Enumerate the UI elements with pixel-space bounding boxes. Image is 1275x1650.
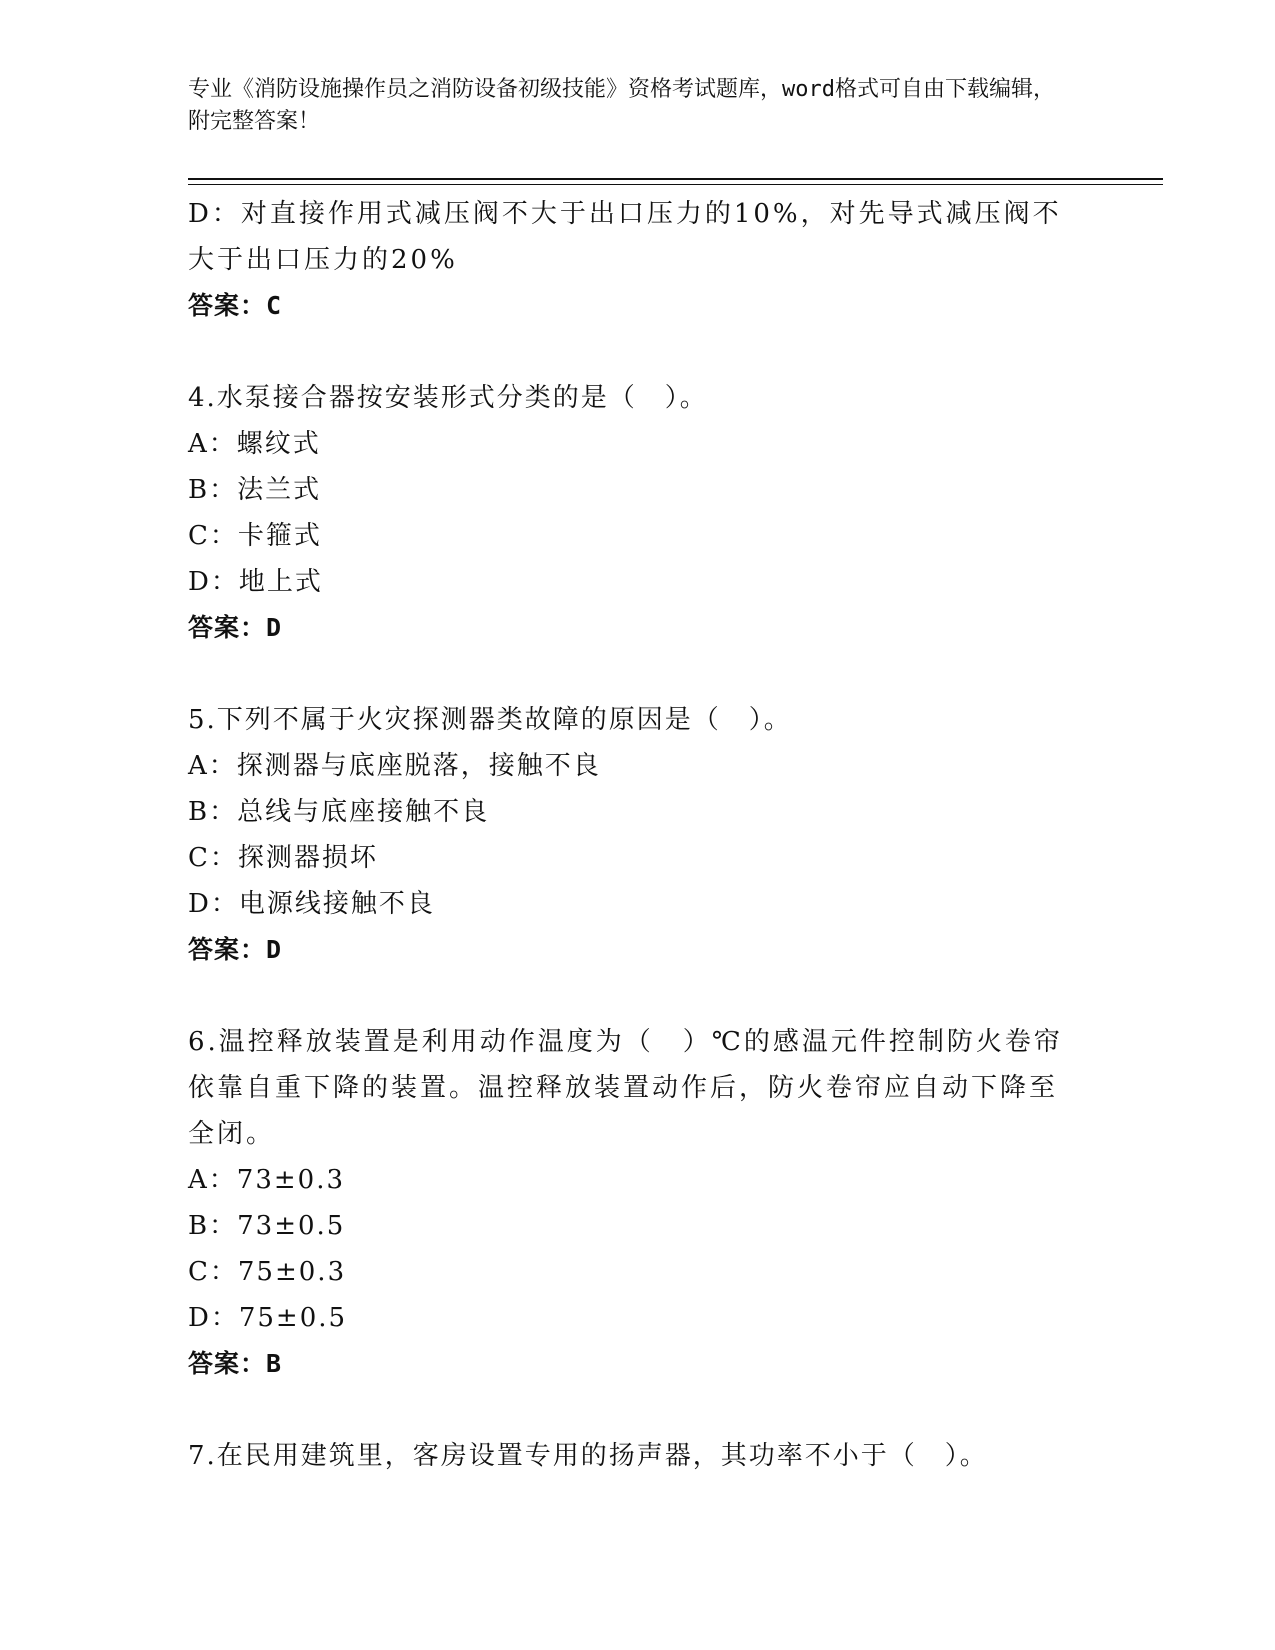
header-divider-thin bbox=[188, 184, 1163, 185]
q6-stem: 6.温控释放装置是利用动作温度为（ ）℃的感温元件控制防火卷帘依靠自重下降的装置。温控释放装置动作后，防火卷帘应自动下降至全闭。 bbox=[188, 1027, 1063, 1149]
q4-option-c: C：卡箍式 bbox=[188, 521, 322, 551]
prev-option-d: D：对直接作用式减压阀不大于出口压力的10%，对先导式减压阀不大于出口压力的20% bbox=[188, 199, 1062, 275]
prev-answer: 答案：C bbox=[188, 291, 283, 320]
q5-option-a: A：探测器与底座脱落，接触不良 bbox=[188, 751, 601, 781]
q4-option-b: B：法兰式 bbox=[188, 475, 322, 505]
q6-option-a: A：73±0.3 bbox=[188, 1165, 345, 1195]
q7-stem: 7.在民用建筑里，客房设置专用的扬声器，其功率不小于（ ）。 bbox=[188, 1441, 988, 1471]
document-body bbox=[188, 191, 1068, 1479]
q6-option-d: D：75±0.5 bbox=[188, 1303, 348, 1333]
q5-option-d: D：电源线接触不良 bbox=[188, 889, 435, 919]
q6-option-c: C：75±0.3 bbox=[188, 1257, 347, 1287]
q4-answer: 答案：D bbox=[188, 613, 283, 642]
q5-stem: 5.下列不属于火灾探测器类故障的原因是（ ）。 bbox=[188, 705, 792, 735]
q5-option-c: C：探测器损坏 bbox=[188, 843, 378, 873]
q5-answer: 答案：D bbox=[188, 935, 283, 964]
document-header: 专业《消防设施操作员之消防设备初级技能》资格考试题库，word格式可自由下载编辑，附完整答案！ bbox=[188, 77, 1055, 134]
q5-option-b: B：总线与底座接触不良 bbox=[188, 797, 490, 827]
q6-option-b: B：73±0.5 bbox=[188, 1211, 346, 1241]
q4-option-d: D：地上式 bbox=[188, 567, 323, 597]
q6-answer: 答案：B bbox=[188, 1349, 283, 1378]
q4-option-a: A：螺纹式 bbox=[188, 429, 321, 459]
header-divider-thick bbox=[188, 178, 1163, 180]
q4-stem: 4.水泵接合器按安装形式分类的是（ ）。 bbox=[188, 383, 708, 413]
